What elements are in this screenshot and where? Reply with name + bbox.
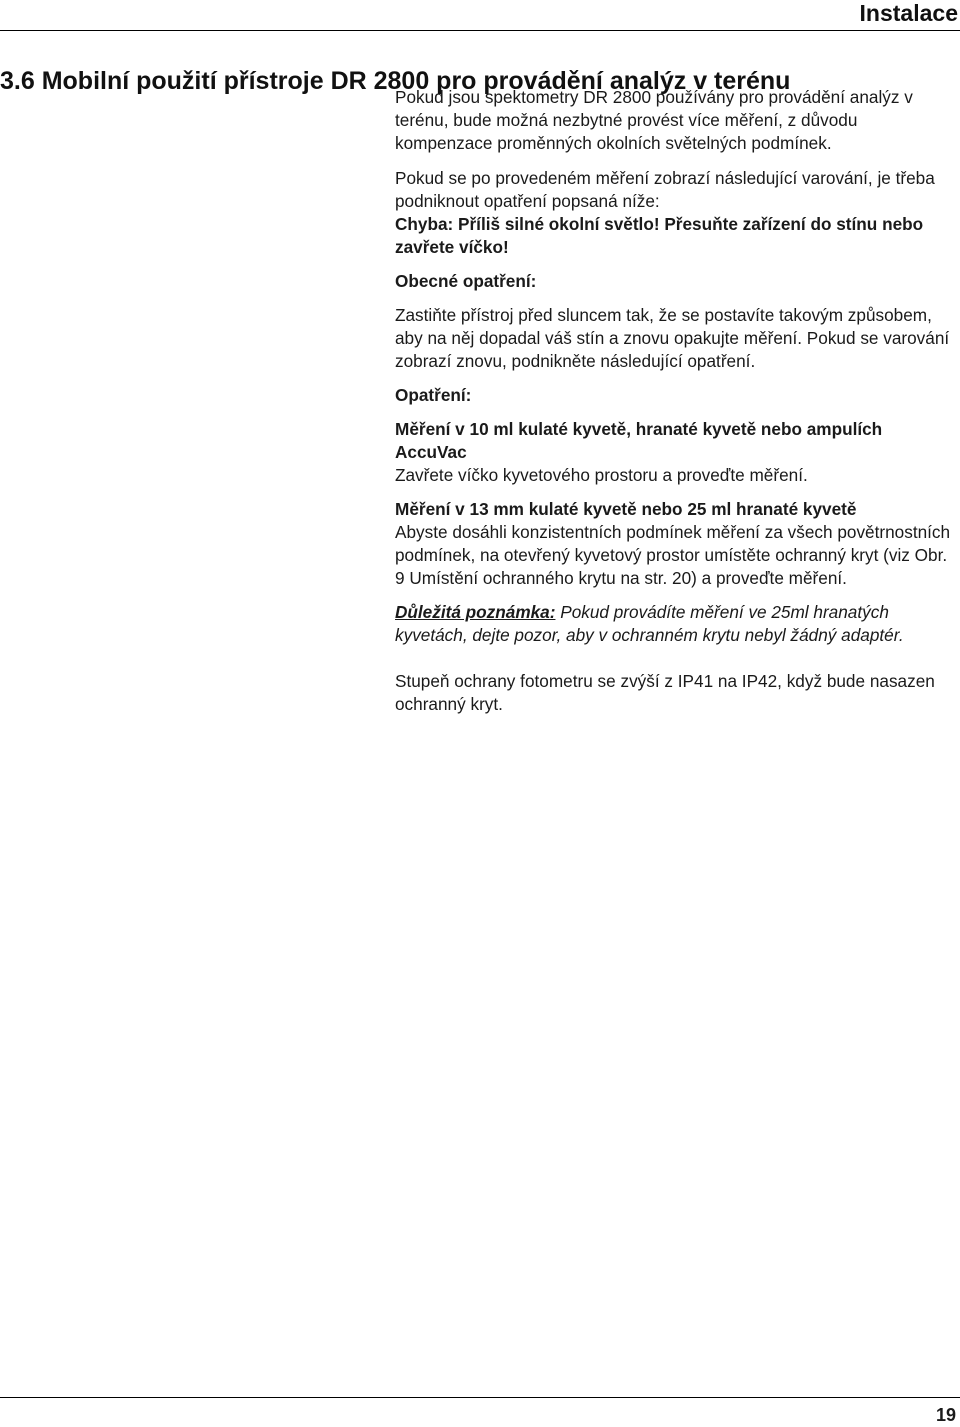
page-title: 3.6 Mobilní použití přístroje DR 2800 pro provádění analýz v terénu bbox=[0, 66, 791, 95]
measure-13mm-heading: Měření v 13 mm kulaté kyvetě nebo 25 ml hranaté kyvetě bbox=[395, 499, 857, 519]
measures-label: Opatření: bbox=[395, 385, 472, 405]
important-note-label: Důležitá poznámka: bbox=[395, 602, 556, 622]
general-measure-label: Obecné opatření: bbox=[395, 271, 537, 291]
important-note-text: Pokud provádíte měření ve 25ml hranatých kyvetách, dejte pozor, aby v ochranném krytu nebyl žádný adaptér. bbox=[395, 602, 904, 645]
header-rule bbox=[0, 30, 960, 31]
section-header: Instalace bbox=[859, 0, 958, 26]
protection-paragraph: Stupeň ochrany fotometru se zvýší z IP41 na IP42, když bude nasazen ochranný kryt. bbox=[395, 671, 935, 714]
error-message: Chyba: Příliš silné okolní světlo! Přesuňte zařízení do stínu nebo zavřete víčko! bbox=[395, 214, 924, 257]
main-content bbox=[395, 86, 955, 716]
page-number: 19 bbox=[935, 1405, 956, 1425]
intro-paragraph: Pokud jsou spektometry DR 2800 používány pro provádění analýz v terénu, bude možná nezbytné provést více měření, z důvodu kompenzace proměnných okolních světelných podmínek. bbox=[395, 87, 913, 153]
important-note bbox=[395, 601, 955, 647]
footer-rule bbox=[0, 1397, 960, 1398]
warning-intro-paragraph: Pokud se po provedeném měření zobrazí následující varování, je třeba podniknout opatření popsaná níže: bbox=[395, 168, 935, 211]
general-measure-text: Zastiňte přístroj před sluncem tak, že se postavíte takovým způsobem, aby na něj dopadal váš stín a znovu opakujte měření. Pokud se varování zobrazí znovu, podnikněte následující opatření. bbox=[395, 305, 950, 371]
measure-10ml-text: Zavřete víčko kyvetového prostoru a proveďte měření. bbox=[395, 465, 808, 485]
measure-13mm-text: Abyste dosáhli konzistentních podmínek měření za všech povětrnostních podmínek, na otevřený kyvetový prostor umístěte ochranný kryt (viz Obr. 9 Umístění ochranného krytu na str. 20) a proveďte měření. bbox=[395, 522, 951, 588]
measure-10ml-heading: Měření v 10 ml kulaté kyvetě, hranaté kyvetě nebo ampulích AccuVac bbox=[395, 419, 883, 462]
